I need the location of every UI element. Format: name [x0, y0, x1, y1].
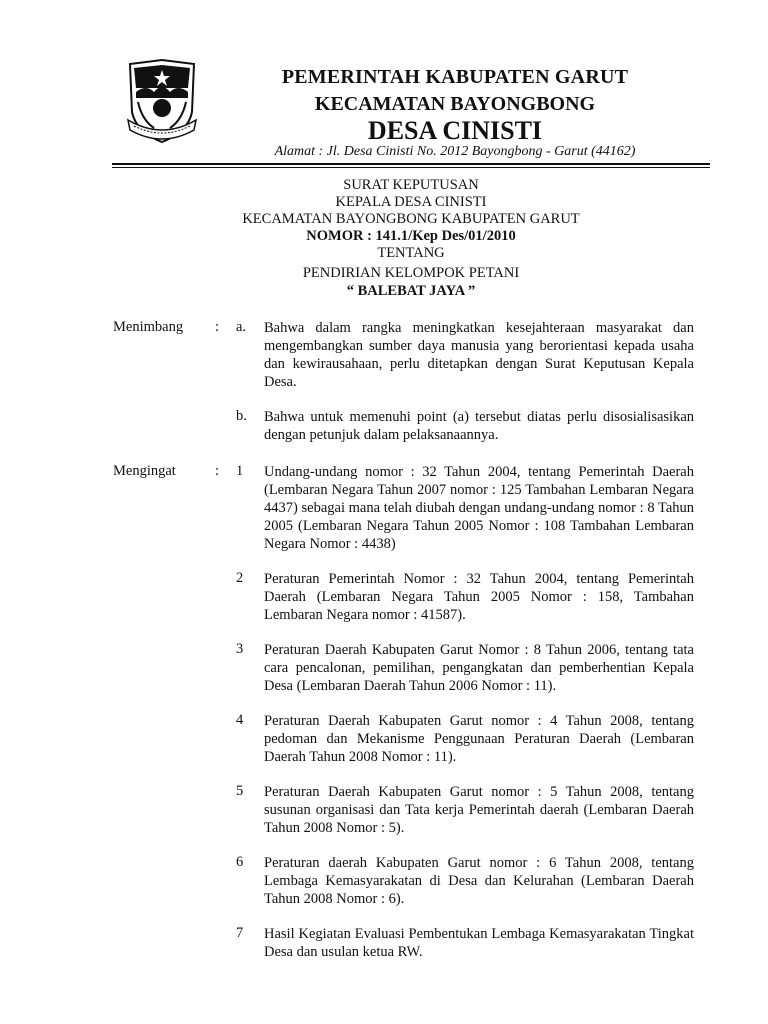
- menimbang-colon: :: [215, 319, 220, 335]
- mengingat-item: Peraturan Pemerintah Nomor : 32 Tahun 2004, tentang Pemerintah Daerah (Lembaran Negara Tahun 2005 Nomor : 158, Tambahan Lembaran Negara nomor : 41587).: [264, 571, 694, 623]
- letterhead-district: KECAMATAN BAYONGBONG: [314, 93, 596, 115]
- mengingat-item: Peraturan Daerah Kabupaten Garut nomor : 5 Tahun 2008, tentang susunan organisasi dan Tata kerja Pemerintah daerah (Lembaran Daerah Tahun 2008 Nomor : 5).: [264, 784, 694, 836]
- menimbang-item: Bahwa dalam rangka meningkatkan kesejahteraan masyarakat dan mengembangkan sumber daya manusia yang berorientasi kepada usaha dan kewirausahaan, perlu ditetapkan dengan Surat Keputusan Kepala Desa.: [264, 320, 694, 390]
- mengingat-item: Undang-undang nomor : 32 Tahun 2004, tentang Pemerintah Daerah (Lembaran Negara Tahun 2007 nomor : 125 Tambahan Lembaran Negara 4437) sebagai mana telah diubah dengan undang-undang nomor : 8 Tahun 2005 (Lembaran Negara Tahun 2005 Nomor : 108 Tambahan Lembaran Negara Nomor : 4438): [264, 464, 694, 552]
- decree-about: TENTANG: [377, 245, 445, 261]
- mengingat-marker: 2: [236, 570, 244, 586]
- decree-official: KEPALA DESA CINISTI: [335, 194, 487, 210]
- mengingat-colon: :: [215, 463, 220, 479]
- mengingat-marker: 1: [236, 463, 244, 479]
- mengingat-marker: 3: [236, 641, 244, 657]
- mengingat-marker: 6: [236, 854, 244, 870]
- mengingat-marker: 4: [236, 712, 244, 728]
- letterhead-village: DESA CINISTI: [367, 116, 543, 145]
- menimbang-item: Bahwa untuk memenuhi point (a) tersebut diatas perlu disosialisasikan dengan petunjuk dalam pelaksanaannya.: [264, 409, 694, 443]
- decree-number: NOMOR : 141.1/Kep Des/01/2010: [306, 228, 516, 244]
- mengingat-marker: 7: [236, 925, 244, 941]
- decree-region: KECAMATAN BAYONGBONG KABUPATEN GARUT: [242, 211, 580, 227]
- mengingat-item: Peraturan Daerah Kabupaten Garut nomor : 4 Tahun 2008, tentang pedoman dan Mekanisme Penggunaan Peraturan Daerah (Lembaran Daerah Tahun 2008 Nomor : 11).: [264, 713, 694, 765]
- letterhead-divider-thick: [112, 163, 710, 165]
- menimbang-marker: a.: [236, 319, 247, 335]
- letterhead-divider-thin: [112, 167, 710, 168]
- mengingat-item: Hasil Kegiatan Evaluasi Pembentukan Lembaga Kemasyarakatan Tingkat Desa dan usulan ketua RW.: [264, 926, 694, 960]
- mengingat-item: Peraturan Daerah Kabupaten Garut Nomor : 8 Tahun 2006, tentang tata cara pencalonan, pemilihan, pengangkatan dan pemberhentian Kepala Desa (Lembaran Daerah Tahun 2006 Nomor : 11).: [264, 642, 694, 694]
- mengingat-item: Peraturan daerah Kabupaten Garut nomor : 6 Tahun 2008, tentang Lembaga Kemasyarakatan di Desa dan Kelurahan (Lembaran Daerah Tahun 2008 Nomor : 6).: [264, 855, 694, 907]
- mengingat-marker: 5: [236, 783, 244, 799]
- decree-group-name: “ BALEBAT JAYA ”: [346, 283, 476, 299]
- letterhead-address: Alamat : Jl. Desa Cinisti No. 2012 Bayongbong - Garut (44162): [274, 144, 636, 159]
- regency-emblem-logo: [124, 58, 200, 146]
- decree-title: SURAT KEPUTUSAN: [343, 177, 479, 193]
- menimbang-label: Menimbang: [113, 319, 184, 335]
- menimbang-marker: b.: [236, 408, 247, 424]
- letterhead-government: PEMERINTAH KABUPATEN GARUT: [281, 66, 629, 88]
- decree-subject: PENDIRIAN KELOMPOK PETANI: [302, 265, 520, 281]
- mengingat-label: Mengingat: [113, 463, 176, 479]
